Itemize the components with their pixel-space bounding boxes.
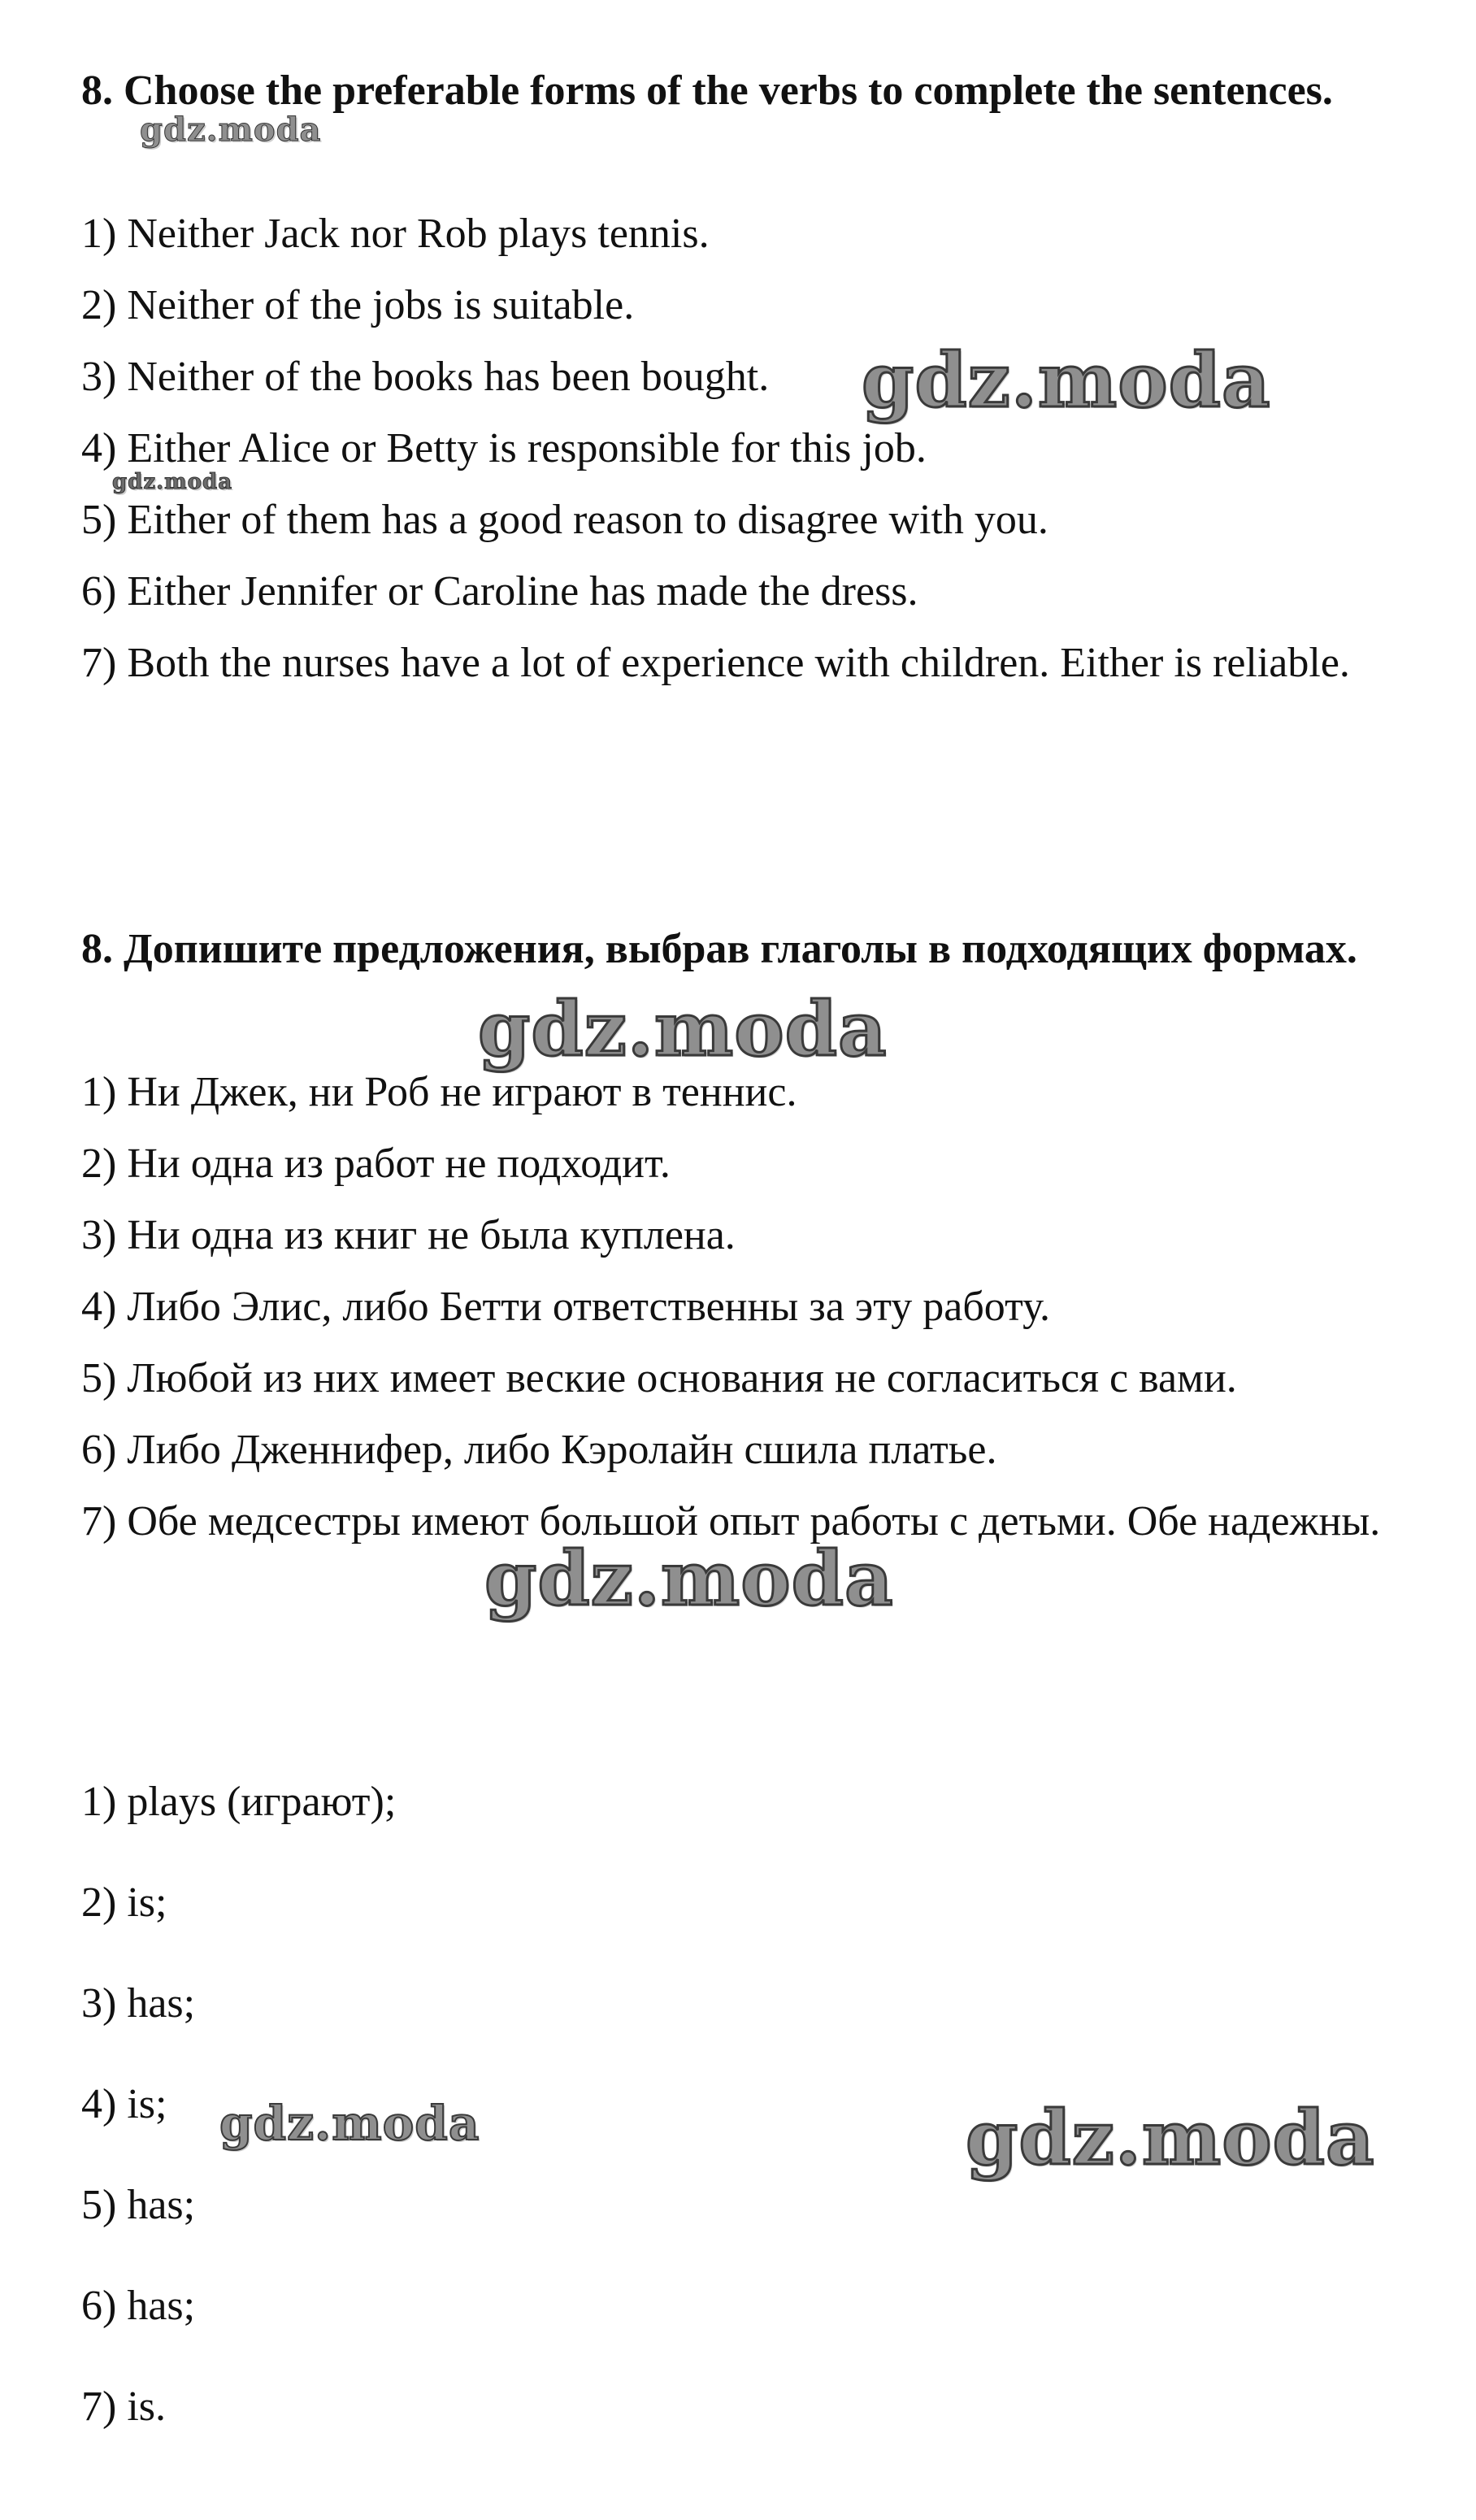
russian-item-1: 1) Ни Джек, ни Роб не играют в теннис.	[81, 1069, 797, 1115]
russian-item-7: 7) Обе медсестры имеют большой опыт работы с детьми. Обе надежны.	[81, 1498, 1381, 1545]
english-item-6: 6) Either Jennifer or Caroline has made the dress.	[81, 568, 918, 615]
answer-1: 1) plays (играют);	[81, 1779, 397, 1825]
russian-item-2: 2) Ни одна из работ не подходит.	[81, 1141, 671, 1187]
answer-5: 5) has;	[81, 2182, 196, 2228]
watermark-logo: gdz.moda	[140, 111, 322, 149]
russian-item-3: 3) Ни одна из книг не была куплена.	[81, 1212, 736, 1258]
watermark-logo: gdz.moda	[112, 470, 233, 494]
russian-item-6: 6) Либо Дженнифер, либо Кэролайн сшила платье.	[81, 1427, 997, 1473]
answer-2: 2) is;	[81, 1879, 167, 1926]
watermark-logo: gdz.moda	[862, 337, 1271, 424]
english-task-title: 8. Choose the preferable forms of the verbs to complete the sentences.	[81, 67, 1333, 114]
answer-6: 6) has;	[81, 2283, 196, 2329]
russian-task-title: 8. Допишите предложения, выбрав глаголы в подходящих формах.	[81, 926, 1357, 972]
watermark-logo: gdz.moda	[484, 1535, 894, 1623]
answer-3: 3) has;	[81, 1980, 196, 2027]
watermark-logo: gdz.moda	[219, 2096, 480, 2151]
english-item-5: 5) Either of them has a good reason to disagree with you.	[81, 497, 1048, 543]
english-item-2: 2) Neither of the jobs is suitable.	[81, 282, 635, 328]
english-item-4: 4) Either Alice or Betty is responsible for this job.	[81, 425, 927, 471]
english-item-1: 1) Neither Jack nor Rob plays tennis.	[81, 211, 710, 257]
watermark-logo: gdz.moda	[478, 985, 888, 1073]
answer-4: 4) is;	[81, 2081, 167, 2127]
answer-7: 7) is.	[81, 2383, 166, 2430]
russian-item-5: 5) Любой из них имеет веские основания не согласиться с вами.	[81, 1355, 1237, 1401]
english-item-7: 7) Both the nurses have a lot of experience with children. Either is reliable.	[81, 640, 1350, 686]
watermark-logo: gdz.moda	[966, 2094, 1375, 2182]
russian-item-4: 4) Либо Элис, либо Бетти ответственны за эту работу.	[81, 1284, 1050, 1330]
english-item-3: 3) Neither of the books has been bought.	[81, 354, 770, 400]
